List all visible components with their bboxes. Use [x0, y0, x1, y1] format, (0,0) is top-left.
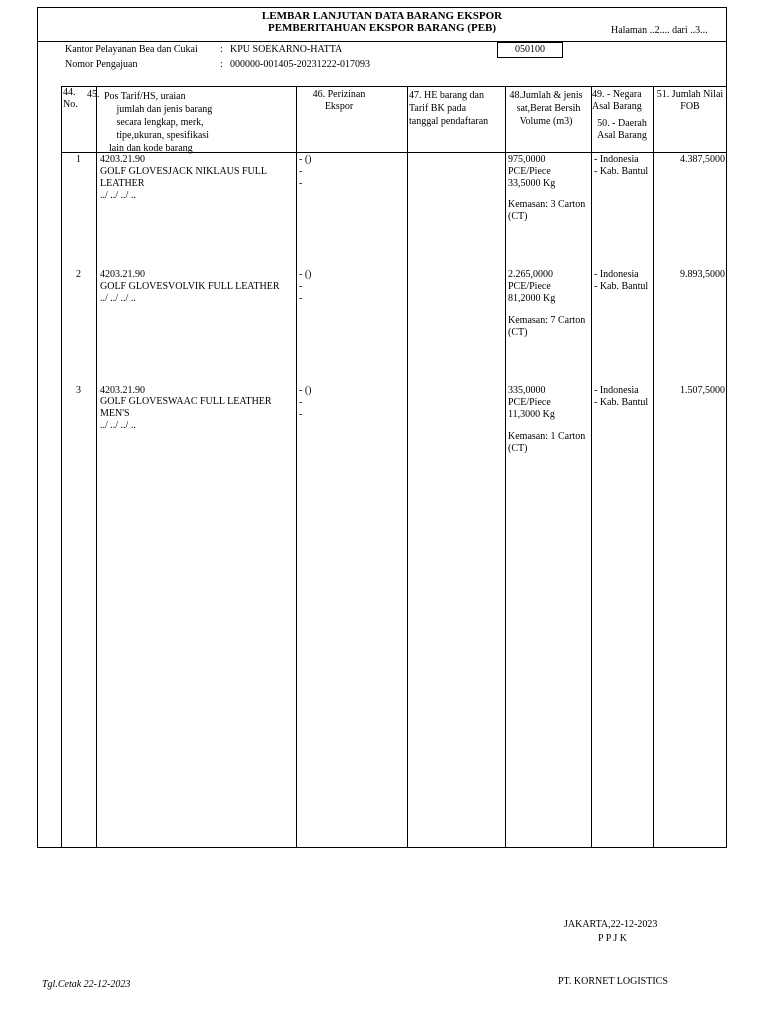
- company-name: PT. KORNET LOGISTICS: [558, 976, 668, 987]
- col-header-48: 48.Jumlah & jenis sat,Berat Bersih Volume (m3): [509, 90, 583, 127]
- table-left-border: [61, 86, 62, 848]
- row-2-permits: - () - -: [299, 269, 312, 304]
- row-1-quantity: 975,0000 PCE/Piece 33,5000 Kg: [508, 154, 556, 189]
- row-3-fob-value: 1.507,5000: [680, 385, 725, 396]
- col-divider-45: [96, 86, 97, 848]
- col-divider-47: [407, 86, 408, 848]
- col-header-45-number: 45.: [87, 89, 100, 100]
- row-1-fob-value: 4.387,5000: [680, 154, 725, 165]
- row-2-packaging: Kemasan: 7 Carton (CT): [508, 315, 586, 338]
- document-subtitle: PEMBERITAHUAN EKSPOR BARANG (PEB): [267, 22, 497, 34]
- col-header-46: 46. Perizinan Ekspor: [312, 89, 366, 112]
- print-date: Tgl.Cetak 22-12-2023: [42, 979, 131, 990]
- row-1-hs-code: 4203.21.90: [100, 154, 145, 165]
- col-header-44: 44. No.: [63, 87, 78, 110]
- row-3-packaging: Kemasan: 1 Carton (CT): [508, 431, 586, 454]
- col-header-50: 50. - Daerah Asal Barang: [597, 118, 647, 141]
- row-1-no: 1: [76, 154, 81, 165]
- nomor-separator: :: [220, 59, 223, 70]
- row-2-origin: - Indonesia - Kab. Bantul: [594, 269, 649, 292]
- signature-role: P P J K: [598, 933, 627, 944]
- row-3-description: GOLF GLOVESWAAC FULL LEATHER MEN'S ../ ../ ../ ..: [100, 396, 272, 431]
- row-2-fob-value: 9.893,5000: [680, 269, 725, 280]
- row-3-no: 3: [76, 385, 81, 396]
- col-divider-48: [505, 86, 506, 848]
- col-header-45: Pos Tarif/HS, uraian jumlah dan jenis barang secara lengkap, merk, tipe,ukuran, spesifikasi lain dan kode barang: [104, 91, 213, 154]
- kantor-label: Kantor Pelayanan Bea dan Cukai: [65, 44, 198, 55]
- row-1-permits: - () - -: [299, 154, 312, 189]
- page-indicator: Halaman ..2.... dari ..3...: [611, 25, 708, 36]
- row-3-origin: - Indonesia - Kab. Bantul: [594, 385, 649, 408]
- row-2-hs-code: 4203.21.90: [100, 269, 145, 280]
- col-header-49: 49. - Negara Asal Barang: [592, 89, 642, 112]
- kantor-separator: :: [220, 44, 223, 55]
- nomor-label: Nomor Pengajuan: [65, 59, 138, 70]
- header-divider: [37, 41, 727, 42]
- col-divider-49: [591, 86, 592, 848]
- col-divider-46: [296, 86, 297, 848]
- row-2-quantity: 2.265,0000 PCE/Piece 81,2000 Kg: [508, 269, 556, 304]
- row-1-description: GOLF GLOVESJACK NIKLAUS FULL LEATHER ../ ../ ../ ..: [100, 166, 267, 201]
- row-3-permits: - () - -: [299, 385, 312, 420]
- kantor-value: KPU SOEKARNO-HATTA: [230, 44, 343, 55]
- row-1-origin: - Indonesia - Kab. Bantul: [594, 154, 649, 177]
- row-2-description: GOLF GLOVESVOLVIK FULL LEATHER ../ ../ ../ ..: [100, 281, 280, 304]
- col-divider-51: [653, 86, 654, 848]
- nomor-value: 000000-001405-20231222-017093: [230, 59, 370, 70]
- table-top-border: [61, 86, 727, 87]
- document-title: LEMBAR LANJUTAN DATA BARANG EKSPOR: [261, 10, 503, 22]
- row-3-quantity: 335,0000 PCE/Piece 11,3000 Kg: [508, 385, 555, 420]
- row-2-no: 2: [76, 269, 81, 280]
- signature-place-date: JAKARTA,22-12-2023: [564, 919, 658, 930]
- col-header-51: 51. Jumlah Nilai FOB: [656, 89, 724, 112]
- row-3-hs-code: 4203.21.90: [100, 385, 145, 396]
- col-header-47: 47. HE barang dan Tarif BK pada tanggal pendaftaran: [409, 90, 489, 127]
- office-code-box: 050100: [497, 42, 563, 58]
- row-1-packaging: Kemasan: 3 Carton (CT): [508, 199, 586, 222]
